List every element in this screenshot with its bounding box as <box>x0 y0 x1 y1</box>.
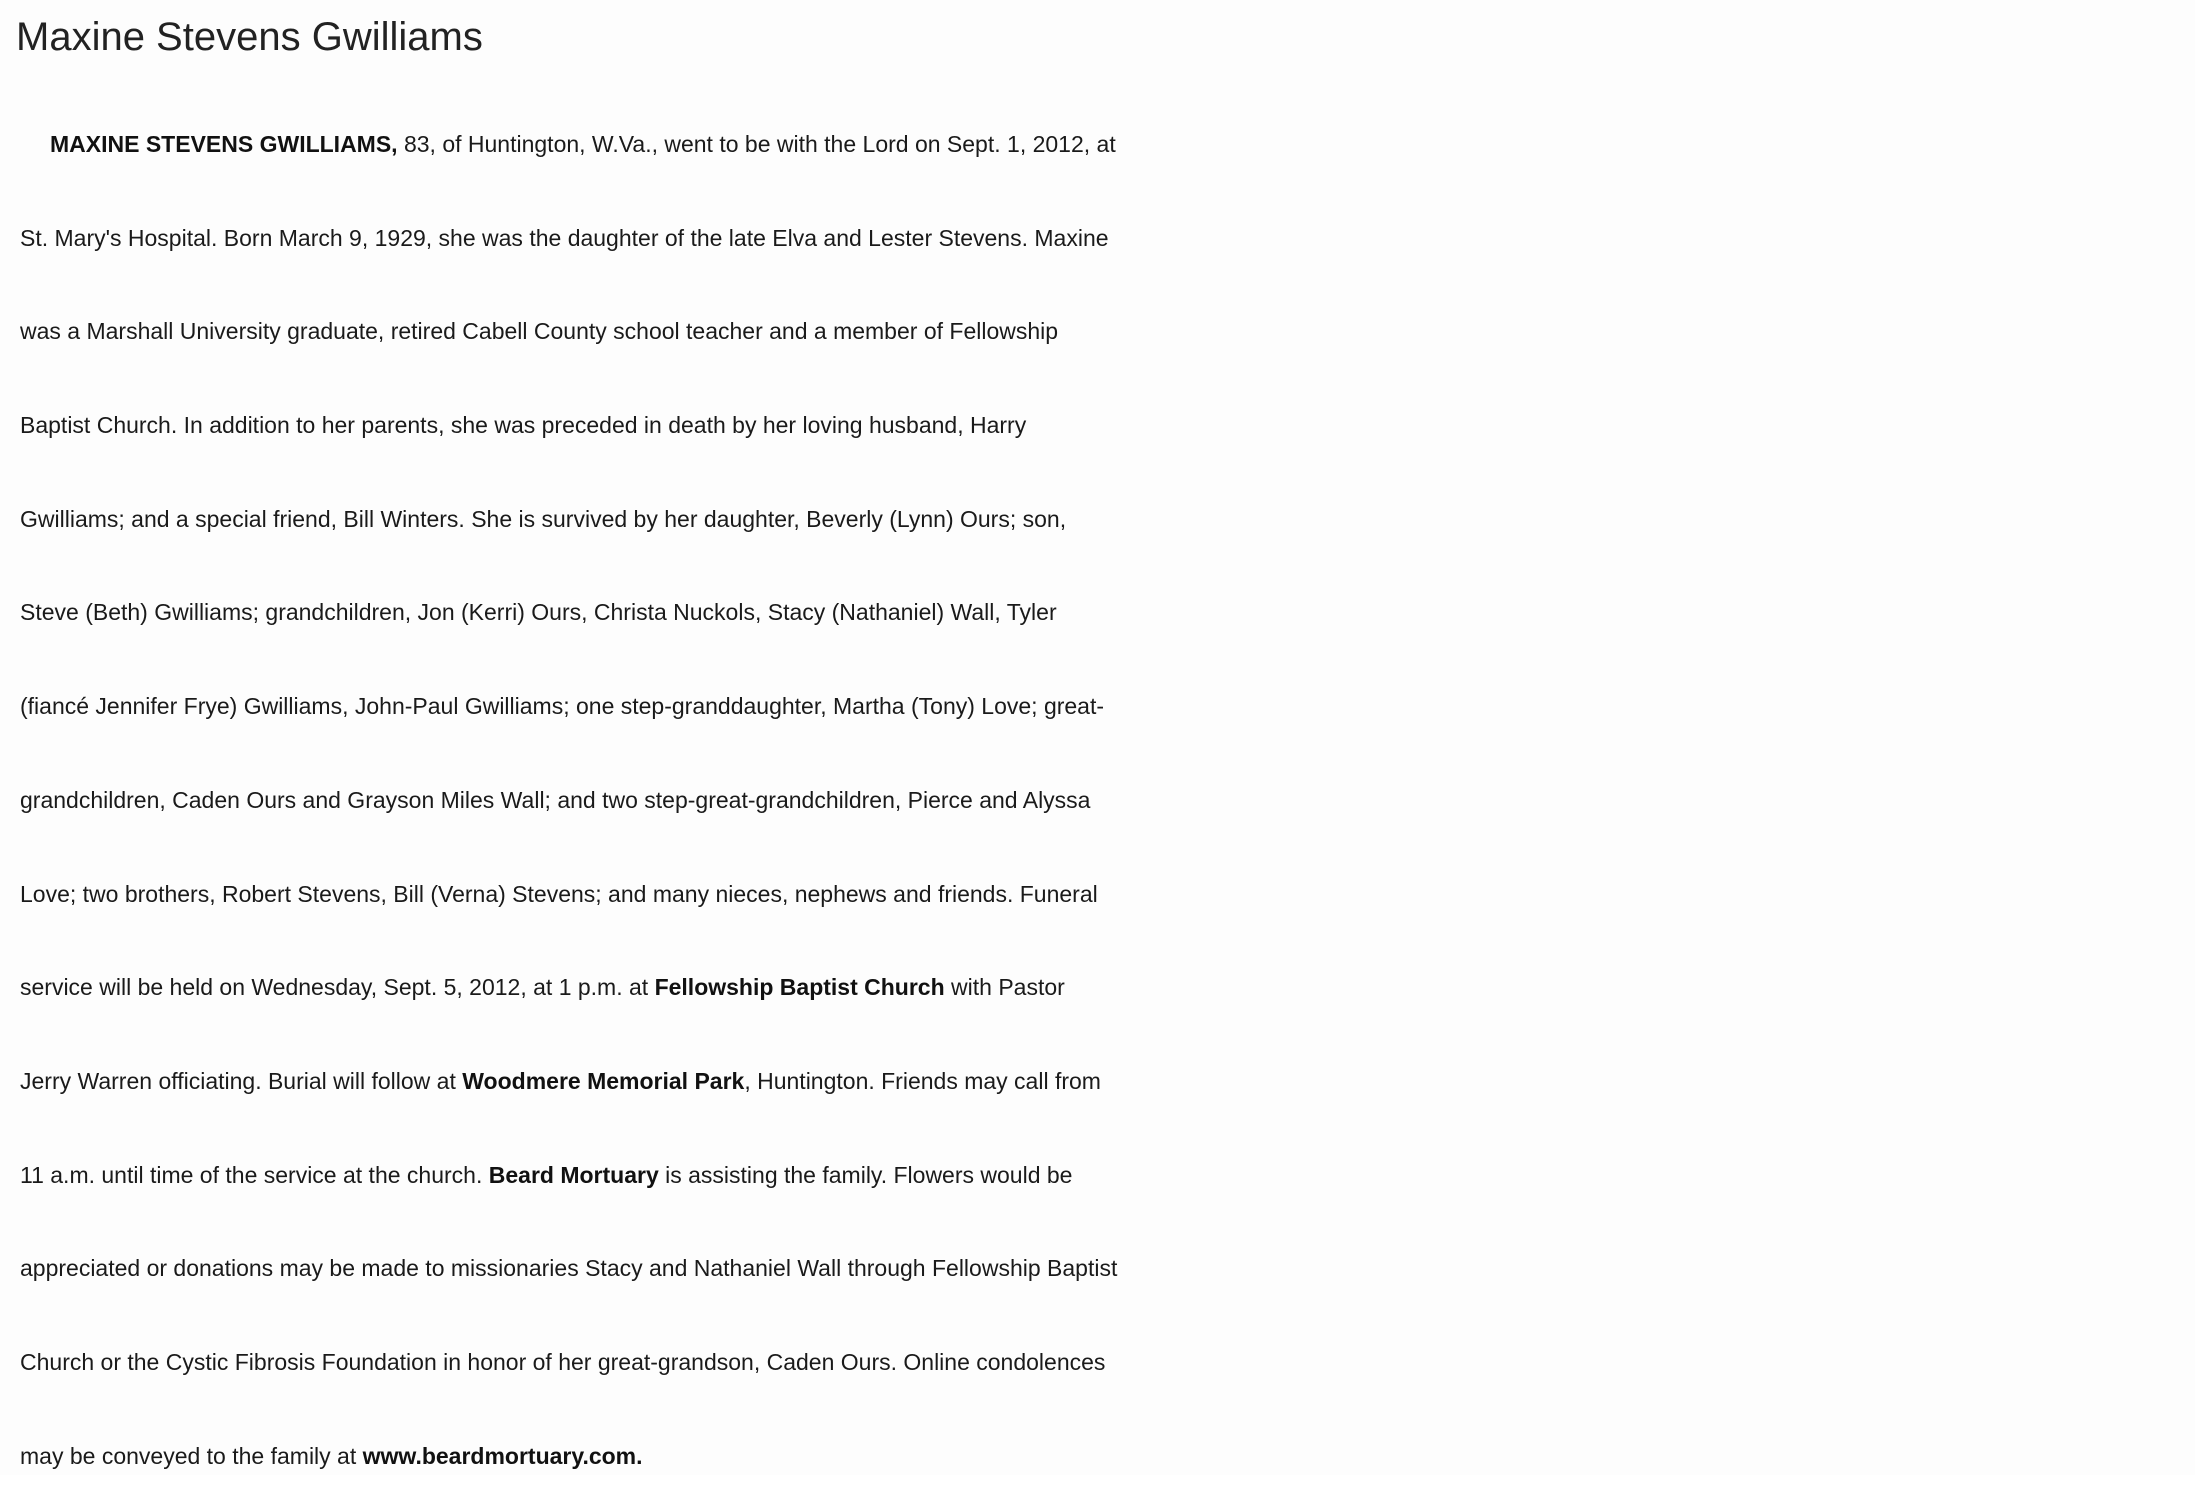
text-line <box>20 660 2190 754</box>
text-line <box>20 285 2190 379</box>
text-line <box>20 941 2190 1035</box>
text-segment: 11 a.m. until time of the service at the church. <box>20 1161 489 1188</box>
text-line <box>20 754 2190 848</box>
text-segment: 83, of Huntington, W.Va., went to be with the Lord on Sept. 1, 2012, at <box>397 131 1116 157</box>
document-title: Maxine Stevens Gwilliams <box>16 15 483 59</box>
text-line <box>20 98 2190 192</box>
text-segment: Love; two brothers, Robert Stevens, Bill (Verna) Stevens; and many nieces, nephews and friends. Funeral <box>20 880 1098 907</box>
text-segment: is assisting the family. Flowers would be <box>658 1161 1073 1188</box>
text-line <box>20 1222 2190 1316</box>
text-segment: Jerry Warren officiating. Burial will follow at <box>20 1067 463 1094</box>
text-line <box>20 1316 2190 1410</box>
bold-text-segment: Woodmere Memorial Park <box>462 1067 745 1094</box>
bold-text-segment: www.beardmortuary.com. <box>362 1442 643 1469</box>
text-segment: with Pastor <box>944 974 1065 1001</box>
text-segment: Church or the Cystic Fibrosis Foundation in honor of her great-grandson, Caden Ours. Online condolences <box>20 1348 1106 1375</box>
text-segment: was a Marshall University graduate, retired Cabell County school teacher and a member of Fellowship <box>20 318 1059 345</box>
text-line <box>20 848 2190 942</box>
text-segment: service will be held on Wednesday, Sept. 5, 2012, at 1 p.m. at <box>20 974 655 1001</box>
text-segment: appreciated or donations may be made to missionaries Stacy and Nathaniel Wall through Fellowship Baptist <box>20 1255 1118 1282</box>
text-line <box>20 192 2190 286</box>
bold-text-segment: Beard Mortuary <box>488 1161 659 1188</box>
bold-text-segment: Fellowship Baptist Church <box>654 974 945 1001</box>
text-segment: grandchildren, Caden Ours and Grayson Miles Wall; and two step-great-grandchildren, Pierce and Alyssa <box>20 786 1091 813</box>
text-line <box>20 473 2190 567</box>
text-segment: may be conveyed to the family at <box>20 1442 363 1469</box>
text-line <box>20 566 2190 660</box>
text-line <box>20 1129 2190 1223</box>
obituary-text <box>20 98 2190 1503</box>
text-segment: St. Mary's Hospital. Born March 9, 1929, she was the daughter of the late Elva and Lester Stevens. Maxine <box>20 224 1109 251</box>
text-segment: Baptist Church. In addition to her parents, she was preceded in death by her loving husband, Harry <box>20 412 1027 439</box>
text-line <box>20 379 2190 473</box>
text-line <box>20 1410 2190 1503</box>
text-segment: (fiancé Jennifer Frye) Gwilliams, John-Paul Gwilliams; one step-granddaughter, Martha (Tony) Love; great- <box>20 693 1105 720</box>
text-segment: Gwilliams; and a special friend, Bill Winters. She is survived by her daughter, Beverly (Lynn) Ours; son, <box>20 505 1067 532</box>
text-line <box>20 1035 2190 1129</box>
text-segment: Steve (Beth) Gwilliams; grandchildren, Jon (Kerri) Ours, Christa Nuckols, Stacy (Nathaniel) Wall, Tyler <box>20 599 1057 626</box>
text-segment: , Huntington. Friends may call from <box>744 1067 1101 1094</box>
bold-text-segment: MAXINE STEVENS GWILLIAMS, <box>50 131 398 157</box>
